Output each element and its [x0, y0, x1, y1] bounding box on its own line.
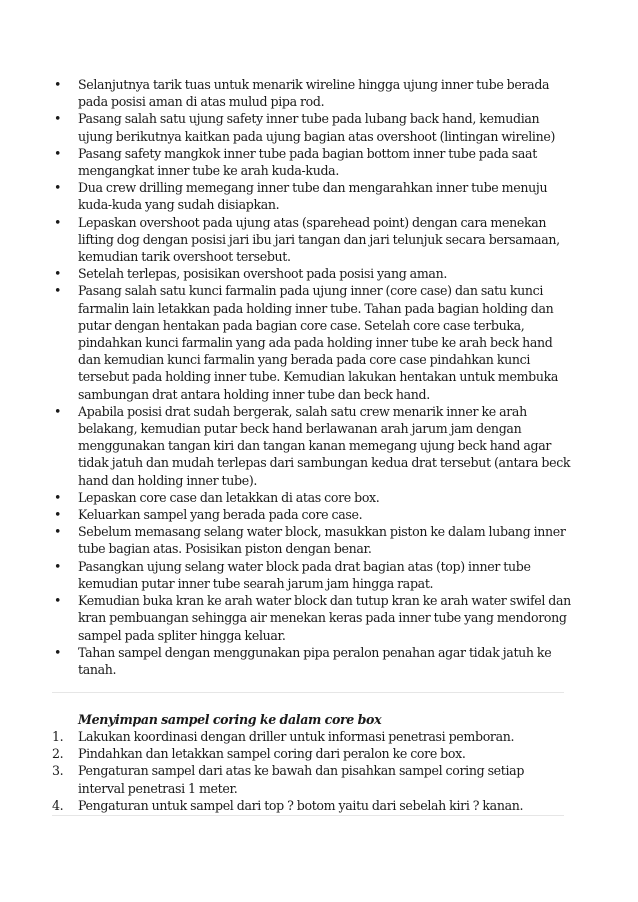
list-item: [52, 745, 572, 762]
bullet-marker: •: [54, 77, 62, 92]
list-item: [52, 762, 572, 796]
section-heading: Menyimpan sampel coring ke dalam core box: [78, 712, 382, 727]
bullet-marker: •: [54, 266, 62, 282]
list-item-text: Pengaturan sampel dari atas ke bawah dan pisahkan sampel coring setiap interval penetrasi 1 meter.: [78, 763, 525, 796]
list-item-text: Sebelum memasang selang water block, masukkan piston ke dalam lubang inner tube bagian atas. Posisikan piston dengan benar.: [78, 524, 566, 557]
list-number: 4.: [52, 797, 64, 813]
bullet-marker: •: [54, 180, 62, 196]
divider: [52, 692, 564, 693]
list-item-text: Pasang salah satu ujung safety inner tube pada lubang back hand, kemudian ujung berikutnya kaitkan pada ujung bagian atas overshoot (lintingan wireline): [78, 111, 556, 144]
list-item-text: Dua crew drilling memegang inner tube dan mengarahkan inner tube menuju kuda-kuda yang sudah disiapkan.: [78, 180, 548, 213]
list-item: [52, 797, 572, 814]
list-item: [52, 489, 572, 506]
list-item: [52, 76, 572, 110]
numbered-list: [52, 728, 572, 814]
bullet-marker: •: [54, 403, 62, 419]
list-item-text: Setelah terlepas, posisikan overshoot pada posisi yang aman.: [78, 266, 447, 282]
list-item-text: Pindahkan dan letakkan sampel coring dari peralon ke core box.: [78, 746, 466, 762]
list-item-text: Selanjutnya tarik tuas untuk menarik wireline hingga ujung inner tube berada pada posisi aman di atas mulud pipa rod.: [78, 77, 550, 110]
bullet-marker: •: [54, 111, 62, 127]
divider: [52, 815, 564, 816]
list-item-text: Apabila posisi drat sudah bergerak, salah satu crew menarik inner ke arah belakang, kemudian putar beck hand berlawanan arah jarum jam dengan menggunakan tangan kiri dan tangan kanan memegang ujung beck hand agar tidak jatuh dan mudah terlepas dari sambungan kedua drat tersebut (antara beck hand dan holding inner tube).: [78, 403, 571, 488]
list-item-text: Lakukan koordinasi dengan driller untuk informasi penetrasi pemboran.: [78, 729, 515, 744]
list-item-text: Keluarkan sampel yang berada pada core case.: [78, 507, 363, 523]
bullet-marker: •: [54, 283, 62, 299]
bullet-list: [52, 76, 572, 678]
list-item: [52, 214, 572, 266]
list-item: [52, 558, 572, 592]
list-item: [52, 523, 572, 557]
list-item: [52, 179, 572, 213]
list-item-text: Kemudian buka kran ke arah water block dan tutup kran ke arah water swifel dan kran pembuangan sehingga air menekan keras pada inner tube yang mendorong sampel pada spliter hingga keluar.: [78, 593, 571, 643]
list-item: [52, 592, 572, 644]
bullet-marker: •: [54, 558, 62, 574]
list-item-text: Tahan sampel dengan menggunakan pipa peralon penahan agar tidak jatuh ke tanah.: [78, 644, 552, 677]
list-item: [52, 644, 572, 678]
list-item-text: Lepaskan core case dan letakkan di atas core box.: [78, 489, 380, 505]
list-item: [52, 282, 572, 402]
list-number: 2.: [52, 746, 64, 762]
list-number: 3.: [52, 763, 64, 779]
list-item-text: Pengaturan untuk sampel dari top ? botom yaitu dari sebelah kiri ? kanan.: [78, 797, 524, 813]
list-number: 1.: [52, 729, 64, 744]
bullet-marker: •: [54, 524, 62, 540]
list-item-text: Lepaskan overshoot pada ujung atas (sparehead point) dengan cara menekan lifting dog dengan posisi jari ibu jari tangan dan jari telunjuk secara bersamaan, kemudian tarik overshoot tersebut.: [78, 214, 560, 265]
list-item: [52, 265, 572, 282]
list-item: [52, 145, 572, 179]
list-item: [52, 403, 572, 489]
list-item: [52, 728, 572, 745]
list-item: [52, 110, 572, 144]
bullet-marker: •: [54, 145, 62, 161]
bullet-marker: •: [54, 593, 62, 609]
list-item: [52, 506, 572, 523]
list-item-text: Pasang safety mangkok inner tube pada bagian bottom inner tube pada saat mengangkat inner tube ke arah kuda-kuda.: [78, 145, 537, 179]
bullet-marker: •: [54, 214, 62, 230]
list-item-text: Pasangkan ujung selang water block pada drat bagian atas (top) inner tube kemudian putar inner tube searah jarum jam hingga rapat.: [78, 558, 531, 591]
bullet-marker: •: [54, 507, 62, 523]
bullet-marker: •: [54, 489, 62, 505]
list-item-text: Pasang salah satu kunci farmalin pada ujung inner (core case) dan satu kunci farmalin lain letakkan pada holding inner tube. Tahan pada bagian holding dan putar dengan hentakan pada bagian core case. Setelah core case terbuka, pindahkan kunci farmalin yang ada pada holding inner tube ke arah beck hand dan kemudian kunci farmalin yang berada pada core case pindahkan kunci tersebut pada holding inner tube. Kemudian lakukan hentakan untuk membuka sambungan drat antara holding inner tube dan beck hand.: [78, 283, 559, 402]
bullet-marker: •: [54, 644, 62, 660]
